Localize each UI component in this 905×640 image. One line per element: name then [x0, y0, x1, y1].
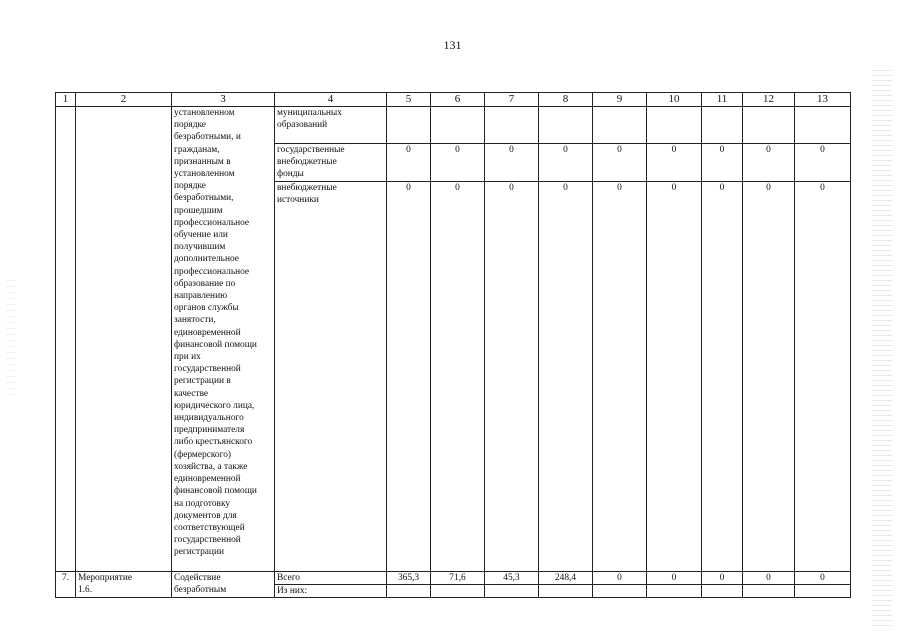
- value-cell: 0: [431, 181, 485, 571]
- value-cell: 0: [539, 144, 593, 182]
- column-header: 9: [593, 93, 647, 107]
- table-row: [56, 107, 851, 144]
- value-cell: 0: [743, 144, 795, 182]
- value-cell: [795, 584, 851, 597]
- activity-name-cell: [76, 107, 172, 572]
- number-cell: [56, 107, 76, 572]
- table-row: [56, 571, 851, 584]
- column-header: 7: [485, 93, 539, 107]
- funding-source-cell: Из них:: [275, 584, 387, 597]
- column-header: 6: [431, 93, 485, 107]
- activity-name-cell: Мероприятие 1.6.: [76, 571, 172, 597]
- value-cell: 0: [647, 181, 702, 571]
- value-cell: 0: [539, 181, 593, 571]
- column-header: 11: [702, 93, 743, 107]
- scan-binding-edge: [872, 70, 892, 630]
- value-cell: [431, 107, 485, 144]
- value-cell: 71,6: [431, 571, 485, 584]
- activity-description-cell: установленном порядке безработными, и гражданам, признанным в установленном порядке безработными, прошедшим профессиональное обучение или получившим дополнительное профессиональное образование по направлению органов службы занятости, единовременной финансовой помощи при их государственной регистрации в качестве юридического лица, индивидуального предпринимателя либо крестьянского (фермерского) хозяйства, а также единовременной финансовой помощи на подготовку документов для соответствующей государственной регистрации: [172, 107, 275, 572]
- column-header: 3: [172, 93, 275, 107]
- column-header: 1: [56, 93, 76, 107]
- budget-table: [55, 92, 851, 598]
- column-header: 5: [387, 93, 431, 107]
- value-cell: [795, 107, 851, 144]
- value-cell: 0: [702, 144, 743, 182]
- page-number: 131: [443, 38, 462, 52]
- value-cell: [485, 107, 539, 144]
- column-header: 10: [647, 93, 702, 107]
- column-header: 2: [76, 93, 172, 107]
- value-cell: 0: [702, 571, 743, 584]
- value-cell: 45,3: [485, 571, 539, 584]
- column-header: 13: [795, 93, 851, 107]
- column-header: 8: [539, 93, 593, 107]
- value-cell: [539, 584, 593, 597]
- value-cell: [647, 584, 702, 597]
- value-cell: 0: [647, 571, 702, 584]
- value-cell: 0: [743, 571, 795, 584]
- value-cell: [647, 107, 702, 144]
- value-cell: 365,3: [387, 571, 431, 584]
- value-cell: [593, 107, 647, 144]
- value-cell: 0: [387, 144, 431, 182]
- value-cell: [387, 584, 431, 597]
- column-header: 4: [275, 93, 387, 107]
- value-cell: [485, 584, 539, 597]
- value-cell: 0: [387, 181, 431, 571]
- value-cell: [702, 584, 743, 597]
- value-cell: [743, 584, 795, 597]
- funding-source-cell: Всего: [275, 571, 387, 584]
- value-cell: 0: [485, 181, 539, 571]
- funding-source-cell: муниципальных образований: [275, 107, 387, 144]
- value-cell: [702, 107, 743, 144]
- value-cell: 0: [795, 144, 851, 182]
- column-header: 12: [743, 93, 795, 107]
- value-cell: 0: [593, 571, 647, 584]
- value-cell: 248,4: [539, 571, 593, 584]
- value-cell: 0: [795, 181, 851, 571]
- value-cell: [539, 107, 593, 144]
- value-cell: 0: [431, 144, 485, 182]
- value-cell: 0: [743, 181, 795, 571]
- value-cell: [431, 584, 485, 597]
- value-cell: 0: [593, 181, 647, 571]
- value-cell: 0: [593, 144, 647, 182]
- funding-source-cell: государственные внебюджетные фонды: [275, 144, 387, 182]
- activity-description-cell: Содействие безработным: [172, 571, 275, 597]
- column-number-row: [56, 93, 851, 107]
- value-cell: 0: [702, 181, 743, 571]
- value-cell: [743, 107, 795, 144]
- value-cell: 0: [795, 571, 851, 584]
- value-cell: 0: [647, 144, 702, 182]
- value-cell: [387, 107, 431, 144]
- value-cell: [593, 584, 647, 597]
- scan-left-edge: [6, 280, 16, 400]
- number-cell: 7.: [56, 571, 76, 597]
- funding-source-cell: внебюджетные источники: [275, 181, 387, 571]
- value-cell: 0: [485, 144, 539, 182]
